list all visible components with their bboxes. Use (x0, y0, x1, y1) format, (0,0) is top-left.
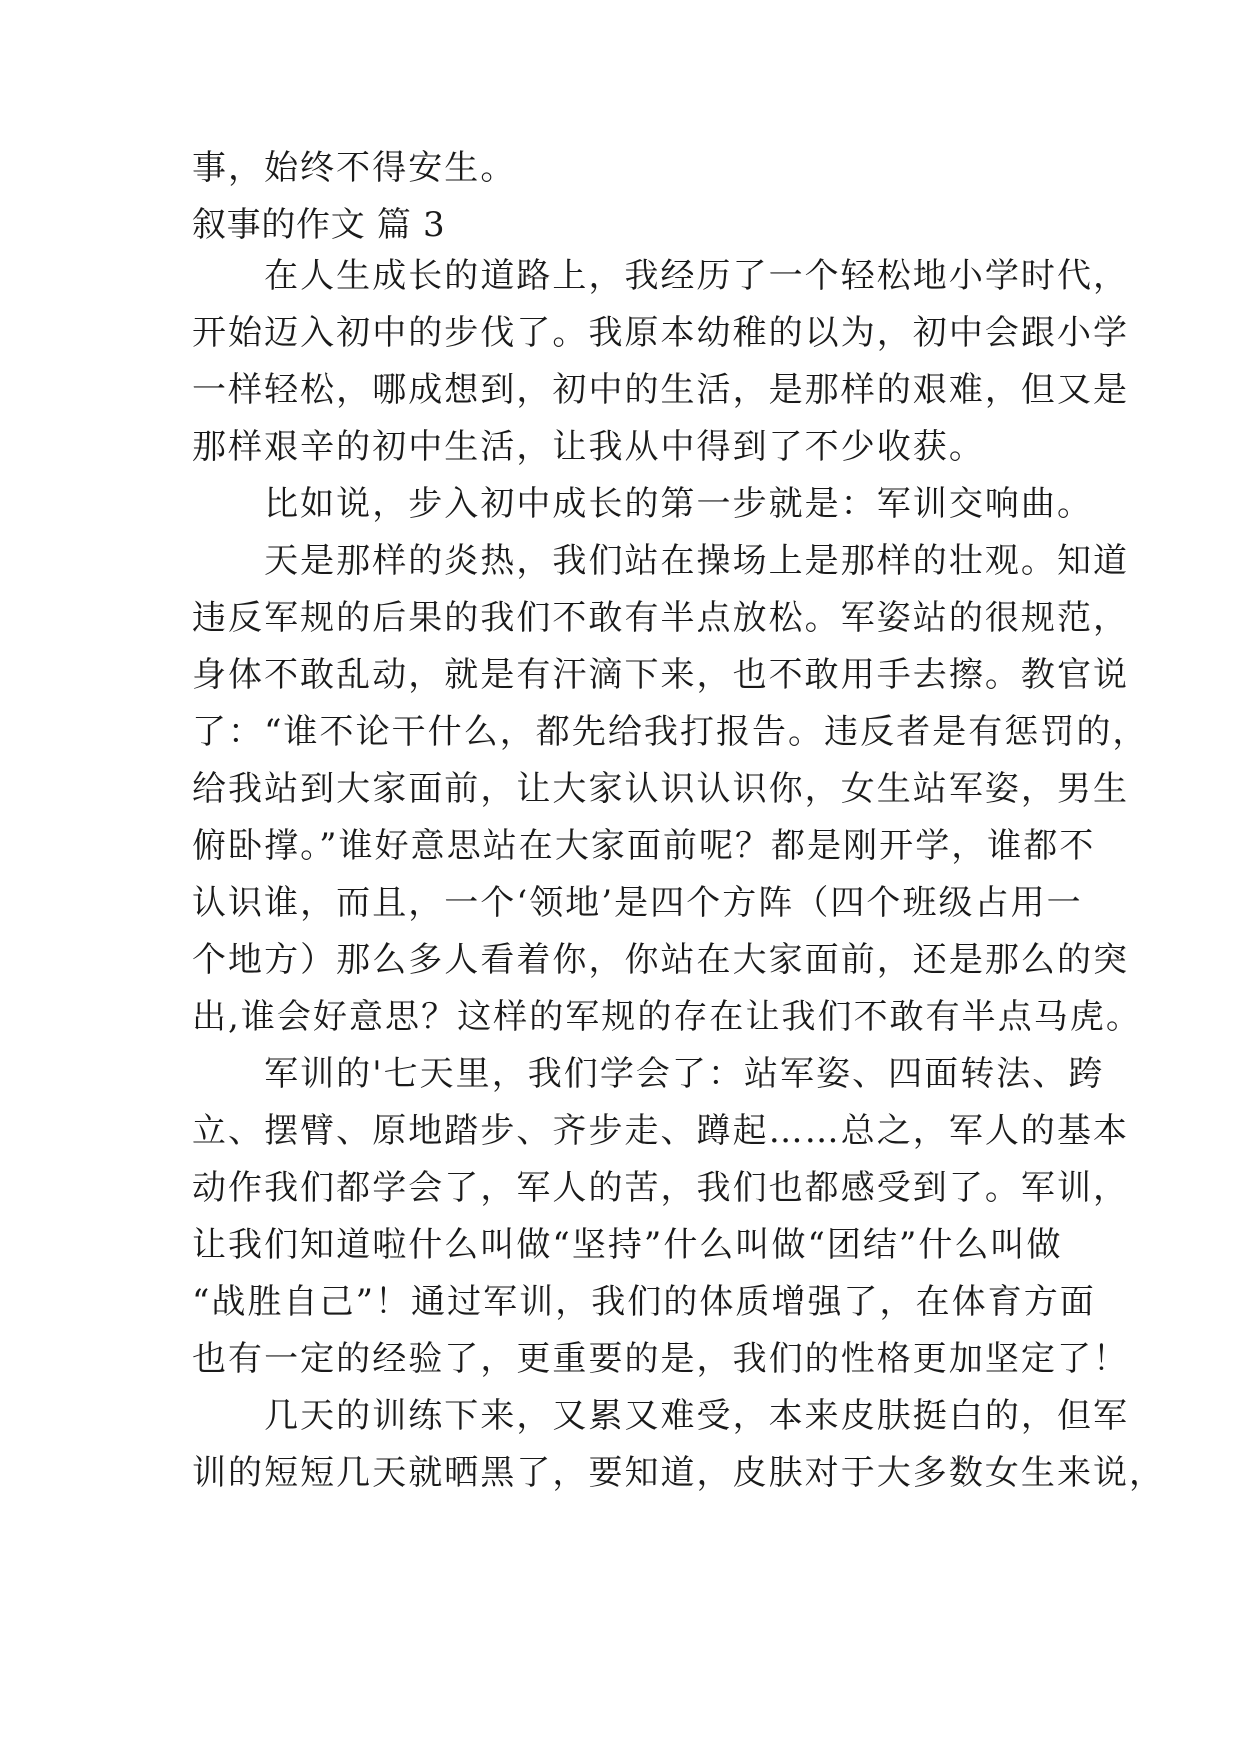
text-line-6: 那样艰辛的初中生活，让我从中得到了不少收获。 (192, 427, 985, 467)
text-line-13: 俯卧撑。”谁好意思站在大家面前呢？都是刚开学，谁都不 (192, 826, 1096, 866)
text-line-14: 认识谁，而且，一个‘领地’是四个方阵（四个班级占用一 (192, 883, 1083, 923)
text-line-22: 也有一定的经验了，更重要的是，我们的性格更加坚定了！ (192, 1339, 1130, 1379)
text-line-5: 一样轻松，哪成想到，初中的生活，是那样的艰难，但又是 (192, 370, 1130, 410)
text-line-3: 在人生成长的道路上，我经历了一个轻松地小学时代， (192, 256, 1130, 296)
text-line-23: 几天的训练下来，又累又难受，本来皮肤挺白的，但军 (192, 1396, 1130, 1436)
text-line-18: 立、摆臂、原地踏步、齐步走、蹲起……总之，军人的基本 (192, 1111, 1130, 1151)
text-line-9: 违反军规的后果的我们不敢有半点放松。军姿站的很规范， (192, 598, 1130, 638)
text-line-21: “战胜自己”！通过军训，我们的体质增强了，在体育方面 (192, 1282, 1096, 1322)
text-line-20: 让我们知道啦什么叫做“坚持”什么叫做“团结”什么叫做 (192, 1225, 1063, 1265)
text-line-4: 开始迈入初中的步伐了。我原本幼稚的以为，初中会跟小学 (192, 313, 1130, 353)
text-line-11: 了：“谁不论干什么，都先给我打报告。违反者是有惩罚的， (192, 712, 1149, 752)
text-line-16: 出,谁会好意思？这样的军规的存在让我们不敢有半点马虎。 (192, 997, 1142, 1037)
text-line-8: 天是那样的炎热，我们站在操场上是那样的壮观。知道 (192, 541, 1130, 581)
section-heading: 叙事的作文 篇 3 (192, 205, 446, 245)
text-line-17: 军训的'七天里，我们学会了：站军姿、四面转法、跨 (192, 1054, 1105, 1094)
text-line-19: 动作我们都学会了，军人的苦，我们也都感受到了。军训， (192, 1168, 1130, 1208)
text-line-1: 事，始终不得安生。 (192, 148, 517, 188)
text-line-15: 个地方）那么多人看着你，你站在大家面前，还是那么的突 (192, 940, 1130, 980)
text-line-7: 比如说，步入初中成长的第一步就是：军训交响曲。 (192, 484, 1093, 524)
text-line-24: 训的短短几天就晒黑了，要知道，皮肤对于大多数女生来说， (192, 1453, 1166, 1493)
text-line-12: 给我站到大家面前，让大家认识认识你，女生站军姿，男生 (192, 769, 1130, 809)
text-line-10: 身体不敢乱动，就是有汗滴下来，也不敢用手去擦。教官说 (192, 655, 1130, 695)
